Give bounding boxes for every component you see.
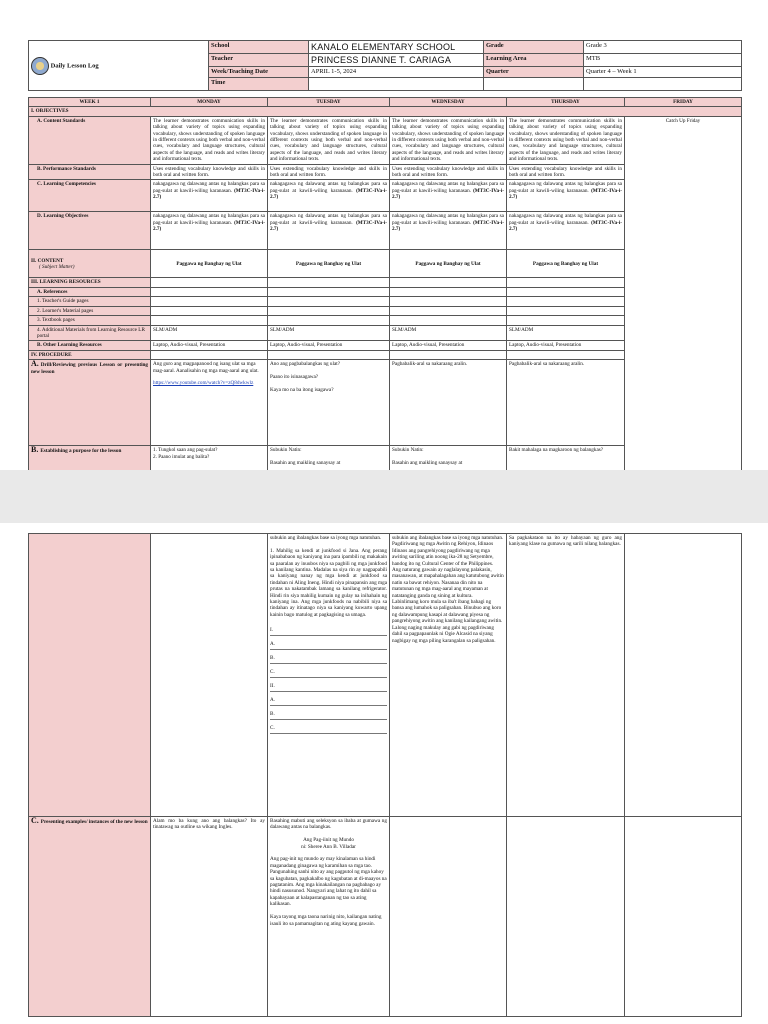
purpose-wed: Subukin Natin: Basahin ang maikling sanaysay at — [390, 446, 507, 472]
purpose-tue: Subukin Natin: Basahin ang maikling sanaysay at — [268, 446, 390, 472]
purpose-wed-continued: subukin ang ibalangkas base sa iyong mga natutuhan. Pagdiriwang ng mga Awitin ng Rehiyon, Idinaos Idinaos ang pangrehiyong pagdiriwang ng mga awiting sariling atin noong ika-28 ng Setyembre, handog ito ng Cultural Center of the Philippines. Ang naturang gawain ay naglalayong palakasin, masanawan, at mapahalagahan ang katutubong awitin natin sa bawat rehiyon. Nasanaa din nito na matutunan ng mga mag-aaral ang mayaman at natatanging ganda ng sining at kultura. Labinlimang koro mula sa iba't ibang bahagi ng bansa ang lumahok sa paligsahan. Binubuo ang koro ng dalawampung kasapi at dalawang piyesa ng pangrehiyong awitin ang kanilang kailangang awitin. Lalong naging makulay ang gabi ng pagdiriwang dahil sa pagpapaunlak ni Ogie Alcasid na siyang nagbigay ng mga piling karangalan sa paligsahan. — [390, 534, 507, 817]
procedure-section: IV. PROCEDURE — [29, 350, 151, 359]
purpose-label: B. Establishing a purpose for the lesson — [29, 446, 151, 472]
quarter-value: Quarter 4 – Week 1 — [584, 67, 742, 78]
purpose-thu: Bakit mahalaga na magkaroon ng balangkas? — [507, 446, 625, 472]
examples-tue: Basahing mabuti ang seleksyon sa ibaba at gumawa ng dalawang antas na balangkas. Ang Pag-iinit ng Mundo ni: Sheree Ann B. Villadar Ang pag-init ng mundo ay may kinalaman sa hindi maganadang ginagawa ng karamihan sa mga tao. Pangunahing sanhi nito ay ang pagputol ng mga kahoy sa kagubatan, pagkakalbo ng kagubatan at di-maayos na pagtatanim. Ang mga kinakailangan na pagbabago ay hindi nasusunod. Nangyari ang lahat ng ito dahil sa kapabayaan at kalapastanganan ng tao sa ating kalikasan. Kaya tayong mga taona narinig nito, kailangan nating isauli ito sa pamamagitan ng ating kayang gawain. — [268, 817, 390, 1017]
tuesday-header: TUESDAY — [268, 98, 390, 107]
school-label: School — [209, 41, 309, 54]
content-label: II. CONTENT — [31, 257, 64, 264]
outline-line — [270, 653, 387, 664]
performance-wed: Uses extending vocabulary knowledge and skills in both oral and written form. — [390, 164, 507, 180]
outline-line — [270, 723, 387, 734]
wednesday-header: WEDNESDAY — [390, 98, 507, 107]
school-value: KANALO ELEMENTARY SCHOOL — [309, 41, 484, 54]
header-table — [28, 40, 742, 91]
examples-mon: Alam mo ba kung ano ang balangkas? Ito ay tinatawag na outline sa wikang Ingles. — [151, 817, 268, 1017]
topic-tue: Paggawa ng Banghay ng Ulat — [268, 250, 390, 278]
materials-mon: SLM/ADM — [151, 325, 268, 341]
performance-mon: Uses extending vocabulary knowledge and skills in both oral and written form. — [151, 164, 268, 180]
selection-title: Ang Pag-iinit ng Mundo — [303, 837, 354, 844]
performance-thu: Uses extending vocabulary knowledge and skills in both oral and written form. — [507, 164, 625, 180]
outline-line — [270, 625, 387, 636]
selection-author: ni: Sheree Ann B. Villadar — [301, 843, 356, 850]
page-2 — [0, 523, 768, 1024]
page-gap — [0, 470, 768, 523]
resources-section: III. LEARNING RESOURCES — [29, 278, 151, 287]
youtube-link[interactable]: https://www.youtube.com/watch?v=zQ8dwkwlz — [153, 380, 254, 387]
objective-thu: nakagagawa ng dalawang antas ng balangkas para sa pag-sulat at kawili-wiling karanasan. (MT3C-IVa-i-2.7) — [507, 212, 625, 250]
content-label-cell — [29, 250, 151, 278]
purpose-thu-continued: Sa pagkakataon na ito ay habayaan ng guro ang kaniyang klase na gumawa ng sarili nilang balangkas. — [507, 534, 625, 817]
header-logo-cell — [29, 41, 209, 91]
competency-thu: nakagagawa ng dalawang antas ng balangkas para sa pag-sulat at kawili-wiling karanasan. (MT3C-IVa-i-2.7) — [507, 180, 625, 212]
purpose-mon-continued — [151, 534, 268, 817]
outline-line — [270, 639, 387, 650]
lesson-table — [28, 97, 742, 472]
objectives-label: D. Learning Objectives — [29, 212, 151, 250]
topic-mon: Paggawa ng Banghay ng Ulat — [151, 250, 268, 278]
area-value: MTB — [584, 54, 742, 67]
week-header: WEEK 1 — [29, 98, 151, 107]
purpose-label-continued — [29, 534, 151, 817]
teacher-label: Teacher — [209, 54, 309, 67]
outline-line-label: C. — [270, 725, 275, 732]
outline-line-label: A. — [270, 641, 276, 648]
content-standards-thu: The learner demonstrates communication skills in talking about variety of topics using expanding vocabulary, shows understanding of spoken language in different contexts using both verbal and non-verbal cues, vocabulary and language structures, cultural aspects of the language, and reads and writes literary and informational texts. — [507, 116, 625, 164]
objective-mon: nakagagawa ng dalawang antas ng balangkas para sa pag-sulat at kawili-wiling karanasan. (MT3C-IVa-i-2.7) — [151, 212, 268, 250]
friday-continued — [625, 534, 742, 817]
week-value: APRIL 1-5, 2024 — [309, 67, 484, 78]
deped-seal-icon — [31, 57, 49, 75]
content-standards-label: A. Content Standards — [29, 116, 151, 164]
log-title: Daily Lesson Log — [50, 61, 99, 69]
time-value — [309, 78, 484, 91]
monday-header: MONDAY — [151, 98, 268, 107]
page-1 — [0, 0, 768, 470]
competency-wed: nakagagawa ng dalawang antas ng balangkas para sa pag-sulat at kawili-wiling karanasan. (MT3C-IVa-i-2.7) — [390, 180, 507, 212]
additional-materials-label: 4. Additional Materials from Learning Resource LR portal — [29, 325, 151, 341]
content-sub: ( Subject Matter) — [39, 263, 75, 270]
other-mon: Laptop, Audio-visual, Presentation — [151, 341, 268, 350]
examples-thu — [507, 817, 625, 1017]
examples-label: C. Presenting examples/ instances of the new lesson — [29, 817, 151, 1017]
purpose-mon: 1. Tungkol saan ang pag-sulat? 2. Paano imulat ang balita? — [151, 446, 268, 472]
friday-header: FRIDAY — [625, 98, 742, 107]
content-standards-tue: The learner demonstrates communication skills in talking about variety of topics using expanding vocabulary, shows understanding of spoken language in different contexts using both verbal and non-verbal cues, vocabulary and language structures, cultural aspects of the language, and reads and writes literary and informational texts. — [268, 116, 390, 164]
competencies-label: C. Learning Competencies — [29, 180, 151, 212]
materials-wed: SLM/ADM — [390, 325, 507, 341]
examples-fri — [625, 817, 742, 1017]
topic-thu: Paggawa ng Banghay ng Ulat — [507, 250, 625, 278]
tg-pages-label: 1. Teacher's Guide pages — [29, 297, 151, 306]
teacher-value: PRINCESS DIANNE T. CARIAGA — [309, 54, 484, 67]
outline-line — [270, 667, 387, 678]
grade-label: Grade — [484, 41, 584, 54]
lm-pages-label: 2. Learner's Material pages — [29, 306, 151, 315]
week-label: Week/Teaching Date — [209, 67, 309, 78]
time-label: Time — [209, 78, 309, 91]
drill-thu: Pagbabalik-aral sa nakaraang aralin. — [507, 360, 625, 446]
quarter-label: Quarter — [484, 67, 584, 78]
drill-tue: Ano ang pagbabalangkas ng ulat? Paano ito isinasagawa? Kaya mo na ba itong isagawa? — [268, 360, 390, 446]
friday-cell: Catch Up Friday — [625, 116, 742, 471]
materials-thu: SLM/ADM — [507, 325, 625, 341]
other-tue: Laptop, Audio-visual, Presentation — [268, 341, 390, 350]
lesson-table-continued — [28, 533, 742, 1017]
content-standards-mon: The learner demonstrates communication skills in talking about variety of topics using expanding vocabulary, shows understanding of spoken language in different contexts using both verbal and non-verbal cues, vocabulary and language structures, cultural aspects of the language, and reads and writes literary and informational texts. — [151, 116, 268, 164]
outline-line — [270, 709, 387, 720]
other-wed: Laptop, Audio-visual, Presentation — [390, 341, 507, 350]
outline-line-label: A. — [270, 697, 276, 704]
thursday-header: THURSDAY — [507, 98, 625, 107]
drill-mon: Ang guro ang magpapanood ng isang ulat sa mga mag-aaral. Aanalisahin ng mga mag-aaral ang ulat. https://www.youtube.com/watch?v=zQ8dwkwlz — [151, 360, 268, 446]
grade-value: Grade 3 — [584, 41, 742, 54]
competency-mon: nakagagawa ng dalawang antas ng balangkas para sa pag-sulat at kawili-wiling karanasan. (MT3C-IVa-i-2.7) — [151, 180, 268, 212]
references-label: A. References — [29, 287, 151, 296]
other-thu: Laptop, Audio-visual, Presentation — [507, 341, 625, 350]
textbook-pages-label: 3. Textbook pages — [29, 316, 151, 325]
other-resources-label: B. Other Learning Resources — [29, 341, 151, 350]
outline-line-label: B. — [270, 655, 275, 662]
outline-line-label: C. — [270, 669, 275, 676]
performance-tue: Uses extending vocabulary knowledge and skills in both oral and written form. — [268, 164, 390, 180]
outline-line-label: II. — [270, 683, 275, 690]
outline-form — [270, 625, 387, 734]
competency-tue: nakagagawa ng dalawang antas ng balangkas para sa pag-sulat at kawili-wiling karanasan. (MT3C-IVa-i-2.7) — [268, 180, 390, 212]
outline-line-label: I. — [270, 627, 274, 634]
examples-wed — [390, 817, 507, 1017]
drill-wed: Pagbabalik-aral sa nakaraang aralin. — [390, 360, 507, 446]
purpose-tue-continued: subukin ang ibalangkas base sa iyong mga natutuhan. 1. Mahilig sa kendi at junkfood si Jana. Ang perang ipinababaon ng kaniyang ina para ipambili ng makakain sa paaralan ay inuubos niya sa pagbili ng mga junkfood sa kanilang kantina. Madalas na siya rin ay nagpapabili sa kaniyang nanay ng mga kendi at junkfood sa tindahan ni Aling Ineng. Hindi niya pinapansin ang mga prutas na nakatambak lamang sa kanilang refrigerator. Hindi rin siya mahilig kumain ng gulay na inihahain ng kaniyang ina. Ang mga junkfoods na nabibili niya sa tindahan ay itinatago niya sa kaniyang kuwarto upang kainin bago matulog at pagkagising sa umaga. I. A. B. C. II. A. B. C. — [268, 534, 390, 817]
outline-line — [270, 695, 387, 706]
area-label: Learning Area — [484, 54, 584, 67]
outline-line-label: B. — [270, 711, 275, 718]
objectives-section: I. OBJECTIVES — [29, 107, 742, 116]
content-standards-wed: The learner demonstrates communication skills in talking about variety of topics using expanding vocabulary, shows understanding of spoken language in different contexts using both verbal and non-verbal cues, vocabulary and language structures, cultural aspects of the language, and reads and writes literary and informational texts. — [390, 116, 507, 164]
objective-wed: nakagagawa ng dalawang antas ng balangkas para sa pag-sulat at kawili-wiling karanasan. (MT3C-IVa-i-2.7) — [390, 212, 507, 250]
materials-tue: SLM/ADM — [268, 325, 390, 341]
outline-line — [270, 681, 387, 692]
objective-tue: nakagagawa ng dalawang antas ng balangkas para sa pag-sulat at kawili-wiling karanasan. (MT3C-IVa-i-2.7) — [268, 212, 390, 250]
performance-standards-label: B. Performance Standards — [29, 164, 151, 180]
drill-label: A. Drill/Reviewing previous Lesson or presenting new lesson — [29, 360, 151, 446]
topic-wed: Paggawa ng Banghay ng Ulat — [390, 250, 507, 278]
